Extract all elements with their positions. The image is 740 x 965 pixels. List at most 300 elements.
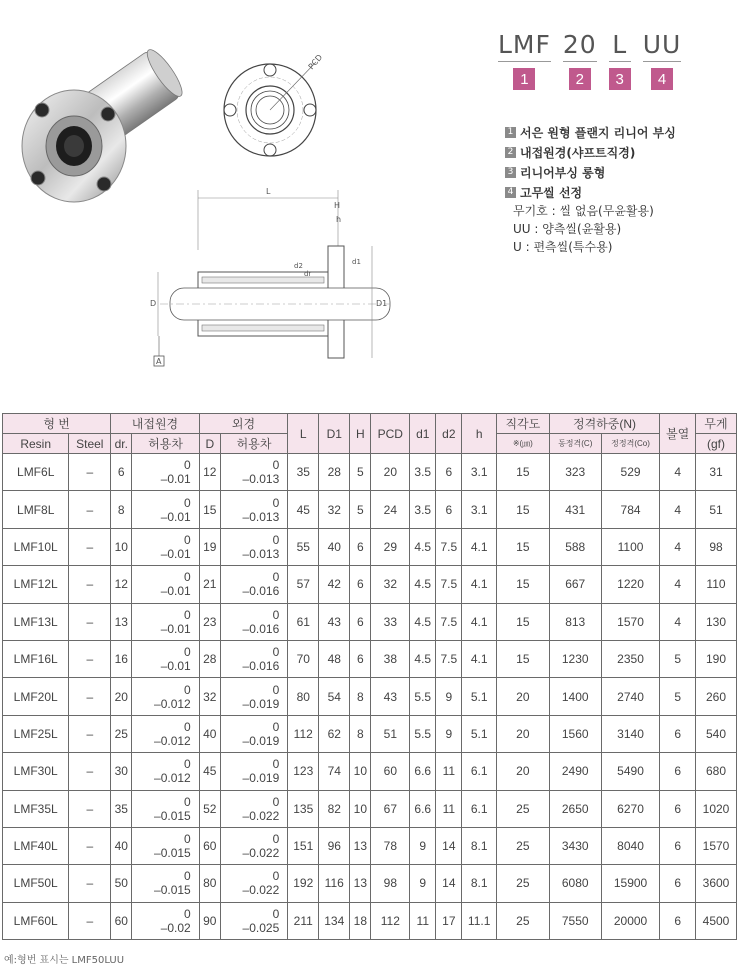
table-row [3,491,737,528]
desc-badge: 2 [505,147,516,158]
cell-balls: 6 [660,753,696,790]
cell-d2: 14 [436,827,462,864]
cell-resin: LMF12L [3,566,69,603]
desc-item: 2 내접원경(샤프트직경) [505,142,676,162]
cell-C: 7550 [549,902,601,939]
cell-resin: LMF20L [3,678,69,715]
th-balls: 볼열 [660,414,696,454]
cell-perp: 15 [496,491,549,528]
cell-perp: 20 [496,678,549,715]
tolerance-upper: 0 [184,832,191,847]
th-dr: dr. [111,434,132,454]
cell-D: 21 [199,566,220,603]
tolerance-upper: 0 [272,645,280,660]
tolerance-cell [132,902,199,939]
datum-A: A [156,357,162,366]
cell-balls: 6 [660,865,696,902]
cell-steel: – [69,566,111,603]
cell-d2: 6 [436,454,462,491]
cell-balls: 6 [660,827,696,864]
table-row [3,566,737,603]
cell-Co: 8040 [601,827,660,864]
tolerance-lower: –0.022 [242,846,280,861]
cell-d2: 11 [436,790,462,827]
model-code-breakdown [498,30,693,90]
th-static: 정정격(Co) [601,434,660,454]
cell-H: 13 [350,865,371,902]
tolerance-lower: –0.019 [242,696,280,711]
cell-resin: LMF25L [3,715,69,752]
tolerance-upper: 0 [184,869,191,884]
cell-C: 588 [549,528,601,565]
cell-dr: 35 [111,790,132,827]
cell-d1: 11 [410,902,436,939]
tolerance-upper: 0 [184,570,191,585]
cell-PCD: 112 [371,902,410,939]
cell-Co: 784 [601,491,660,528]
cell-L: 61 [288,603,319,640]
cell-L: 192 [288,865,319,902]
cell-L: 112 [288,715,319,752]
cell-Co: 6270 [601,790,660,827]
tolerance-upper: 0 [272,532,280,547]
cell-steel: – [69,454,111,491]
cell-perp: 25 [496,865,549,902]
cell-dr: 25 [111,715,132,752]
cell-H: 8 [350,715,371,752]
cell-steel: – [69,678,111,715]
tolerance-upper: 0 [184,682,191,697]
cell-resin: LMF16L [3,640,69,677]
tolerance-upper: 0 [272,607,280,622]
cell-steel: – [69,603,111,640]
cell-wt: 540 [695,715,736,752]
cell-wt: 190 [695,640,736,677]
tolerance-cell [220,454,287,491]
cell-D: 80 [199,865,220,902]
cell-d1: 6.6 [410,790,436,827]
cell-balls: 4 [660,491,696,528]
cell-dr: 13 [111,603,132,640]
cell-C: 3430 [549,827,601,864]
product-illustration-area [0,0,740,410]
footnote: 예:형번 표시는 LMF50LUU [4,955,125,965]
cell-D1: 74 [319,753,350,790]
cell-H: 13 [350,827,371,864]
dim-H: H [334,201,341,210]
cell-h: 8.1 [462,827,497,864]
cell-resin: LMF13L [3,603,69,640]
code-part-seal: UU 4 [643,30,682,90]
dim-h: h [336,215,342,224]
cell-D: 90 [199,902,220,939]
th-perp-unit: ※(㎛) [496,434,549,454]
th-L: L [288,414,319,454]
th-D1: D1 [319,414,350,454]
dim-d1: d1 [352,258,361,266]
th-weight-unit: (gf) [695,434,736,454]
cell-balls: 4 [660,566,696,603]
tolerance-upper: 0 [272,495,280,510]
tolerance-lower: –0.02 [160,920,191,935]
tolerance-lower: –0.01 [160,584,191,599]
cell-D1: 82 [319,790,350,827]
cell-d2: 9 [436,715,462,752]
cell-D: 12 [199,454,220,491]
cell-steel: – [69,715,111,752]
cell-PCD: 51 [371,715,410,752]
tolerance-upper: 0 [272,719,280,734]
dim-L: L [266,187,271,196]
cell-L: 57 [288,566,319,603]
desc-item: 3 리니어부싱 롱형 [505,162,676,182]
cell-d2: 7.5 [436,640,462,677]
tolerance-upper: 0 [184,906,191,921]
cell-balls: 4 [660,528,696,565]
cell-dr: 20 [111,678,132,715]
table-row [3,865,737,902]
tolerance-cell [132,790,199,827]
code-badge: 1 [513,68,535,90]
cell-C: 1400 [549,678,601,715]
cell-d1: 4.5 [410,603,436,640]
cell-dr: 60 [111,902,132,939]
cell-D1: 134 [319,902,350,939]
tolerance-cell [220,566,287,603]
tolerance-cell [220,865,287,902]
cell-H: 18 [350,902,371,939]
th-h: h [462,414,497,454]
tolerance-lower: –0.01 [160,472,191,487]
th-tol1: 허용차 [132,434,199,454]
cell-h: 4.1 [462,528,497,565]
cell-D: 40 [199,715,220,752]
cell-balls: 4 [660,454,696,491]
desc-badge: 1 [505,127,516,138]
cell-dr: 6 [111,454,132,491]
cell-dr: 50 [111,865,132,902]
tolerance-cell [220,603,287,640]
cell-steel: – [69,753,111,790]
cell-H: 6 [350,528,371,565]
cell-Co: 2740 [601,678,660,715]
cell-D: 28 [199,640,220,677]
tolerance-upper: 0 [184,645,191,660]
cell-PCD: 60 [371,753,410,790]
tolerance-lower: –0.022 [242,808,280,823]
cell-D: 52 [199,790,220,827]
cell-steel: – [69,640,111,677]
tolerance-upper: 0 [272,757,280,772]
cell-balls: 6 [660,715,696,752]
th-H: H [350,414,371,454]
code-description-list [505,122,676,256]
th-d2: d2 [436,414,462,454]
cell-h: 5.1 [462,678,497,715]
cell-h: 4.1 [462,566,497,603]
table-row [3,902,737,939]
cell-balls: 5 [660,640,696,677]
tolerance-upper: 0 [184,458,191,473]
cell-C: 431 [549,491,601,528]
cell-Co: 1100 [601,528,660,565]
cell-D1: 54 [319,678,350,715]
cell-perp: 15 [496,640,549,677]
cell-perp: 20 [496,715,549,752]
cell-Co: 15900 [601,865,660,902]
tolerance-upper: 0 [184,532,191,547]
tolerance-upper: 0 [184,757,191,772]
cell-wt: 1020 [695,790,736,827]
cell-d2: 6 [436,491,462,528]
cell-H: 6 [350,640,371,677]
cell-dr: 12 [111,566,132,603]
cell-D: 15 [199,491,220,528]
tolerance-cell [220,640,287,677]
cell-D: 60 [199,827,220,864]
cell-C: 6080 [549,865,601,902]
cell-h: 6.1 [462,790,497,827]
cell-Co: 20000 [601,902,660,939]
th-steel: Steel [69,434,111,454]
cell-L: 123 [288,753,319,790]
cell-D1: 116 [319,865,350,902]
tolerance-cell [132,454,199,491]
tolerance-lower: –0.012 [154,696,191,711]
code-part-series: LMF 1 [498,30,551,90]
cell-H: 8 [350,678,371,715]
cell-C: 1230 [549,640,601,677]
table-row [3,454,737,491]
th-PCD: PCD [371,414,410,454]
tolerance-lower: –0.016 [242,659,280,674]
cell-H: 6 [350,603,371,640]
tolerance-lower: –0.013 [242,472,280,487]
cell-d1: 5.5 [410,715,436,752]
cell-D: 45 [199,753,220,790]
cell-D1: 40 [319,528,350,565]
tolerance-upper: 0 [184,607,191,622]
tolerance-cell [220,678,287,715]
cell-PCD: 29 [371,528,410,565]
tolerance-cell [132,753,199,790]
cell-h: 11.1 [462,902,497,939]
cell-d1: 6.6 [410,753,436,790]
front-view-drawing [220,48,340,168]
tolerance-cell [220,753,287,790]
tolerance-upper: 0 [184,719,191,734]
cell-L: 211 [288,902,319,939]
cell-resin: LMF35L [3,790,69,827]
cell-d1: 5.5 [410,678,436,715]
cell-d2: 17 [436,902,462,939]
code-badge: 2 [569,68,591,90]
cell-C: 1560 [549,715,601,752]
pcd-label: PCD [306,52,325,72]
cell-D: 19 [199,528,220,565]
tolerance-cell [132,865,199,902]
cell-balls: 5 [660,678,696,715]
cell-D1: 28 [319,454,350,491]
cell-D1: 32 [319,491,350,528]
seal-option: 무기호 : 씰 없음(무윤활용) [513,204,654,218]
cell-perp: 15 [496,603,549,640]
cell-h: 8.1 [462,865,497,902]
tolerance-cell [132,528,199,565]
cell-steel: – [69,902,111,939]
cell-h: 3.1 [462,491,497,528]
cell-d2: 14 [436,865,462,902]
cell-C: 2490 [549,753,601,790]
cell-D: 23 [199,603,220,640]
th-d1: d1 [410,414,436,454]
tolerance-cell [132,678,199,715]
table-row [3,678,737,715]
table-row [3,603,737,640]
cell-d2: 9 [436,678,462,715]
cell-Co: 5490 [601,753,660,790]
cell-wt: 31 [695,454,736,491]
cell-resin: LMF6L [3,454,69,491]
cell-D1: 48 [319,640,350,677]
cell-PCD: 98 [371,865,410,902]
cell-resin: LMF50L [3,865,69,902]
tolerance-lower: –0.016 [242,621,280,636]
cell-resin: LMF60L [3,902,69,939]
cell-h: 3.1 [462,454,497,491]
tolerance-upper: 0 [272,458,280,473]
tolerance-lower: –0.025 [242,920,280,935]
tolerance-cell [132,827,199,864]
cell-L: 55 [288,528,319,565]
th-tol2: 허용차 [220,434,287,454]
cell-Co: 1570 [601,603,660,640]
cell-L: 135 [288,790,319,827]
code-part-length: L 3 [609,30,631,90]
cell-steel: – [69,790,111,827]
cell-D1: 43 [319,603,350,640]
tolerance-lower: –0.015 [154,846,191,861]
cell-balls: 6 [660,790,696,827]
cell-d1: 4.5 [410,640,436,677]
cell-perp: 15 [496,528,549,565]
cell-balls: 4 [660,603,696,640]
cell-dr: 16 [111,640,132,677]
cell-H: 10 [350,790,371,827]
tolerance-cell [132,566,199,603]
cell-D1: 42 [319,566,350,603]
cell-dr: 40 [111,827,132,864]
cell-H: 5 [350,454,371,491]
cell-H: 6 [350,566,371,603]
tolerance-lower: –0.016 [242,584,280,599]
cell-d1: 4.5 [410,566,436,603]
tolerance-cell [132,491,199,528]
code-badge: 4 [651,68,673,90]
seal-option: U : 편측씰(특수용) [513,240,613,254]
cell-wt: 98 [695,528,736,565]
th-inner: 내접원경 [111,414,200,434]
cell-wt: 4500 [695,902,736,939]
code-part-diameter: 20 2 [563,30,597,90]
th-perp: 직각도 [496,414,549,434]
tolerance-lower: –0.012 [154,771,191,786]
tolerance-lower: –0.013 [242,546,280,561]
cell-d1: 3.5 [410,491,436,528]
tolerance-cell [132,715,199,752]
cell-wt: 260 [695,678,736,715]
tolerance-lower: –0.01 [160,509,191,524]
cell-h: 6.1 [462,753,497,790]
dim-D: D [150,299,157,308]
tolerance-cell [220,715,287,752]
tolerance-lower: –0.01 [160,621,191,636]
cell-Co: 3140 [601,715,660,752]
table-row [3,640,737,677]
cell-dr: 10 [111,528,132,565]
tolerance-upper: 0 [184,794,191,809]
cell-PCD: 38 [371,640,410,677]
tolerance-cell [220,790,287,827]
cell-wt: 130 [695,603,736,640]
cell-C: 813 [549,603,601,640]
dim-d2: d2 [294,262,303,270]
table-row [3,827,737,864]
cell-wt: 1570 [695,827,736,864]
th-D: D [199,434,220,454]
cell-D1: 96 [319,827,350,864]
cell-h: 4.1 [462,640,497,677]
spec-table-body [3,454,737,940]
cell-PCD: 43 [371,678,410,715]
cell-H: 5 [350,491,371,528]
cell-resin: LMF10L [3,528,69,565]
desc-item: 4 고무씰 선정 [505,182,676,202]
tolerance-upper: 0 [272,570,280,585]
desc-badge: 4 [505,187,516,198]
cell-balls: 6 [660,902,696,939]
tolerance-upper: 0 [272,682,280,697]
cell-PCD: 24 [371,491,410,528]
cell-d1: 9 [410,865,436,902]
cell-perp: 15 [496,566,549,603]
table-row [3,753,737,790]
tolerance-upper: 0 [184,495,191,510]
cell-L: 35 [288,454,319,491]
cell-wt: 680 [695,753,736,790]
table-row [3,790,737,827]
cell-wt: 110 [695,566,736,603]
cell-perp: 20 [496,753,549,790]
tolerance-upper: 0 [272,869,280,884]
cell-PCD: 78 [371,827,410,864]
cell-PCD: 67 [371,790,410,827]
cell-Co: 529 [601,454,660,491]
desc-badge: 3 [505,167,516,178]
tolerance-upper: 0 [272,794,280,809]
cell-perp: 15 [496,454,549,491]
cell-steel: – [69,491,111,528]
cell-d2: 7.5 [436,528,462,565]
tolerance-upper: 0 [272,906,280,921]
th-model: 형 번 [3,414,111,434]
table-row [3,528,737,565]
tolerance-lower: –0.012 [154,733,191,748]
cell-D: 32 [199,678,220,715]
tolerance-lower: –0.015 [154,883,191,898]
tolerance-lower: –0.019 [242,771,280,786]
cell-C: 323 [549,454,601,491]
